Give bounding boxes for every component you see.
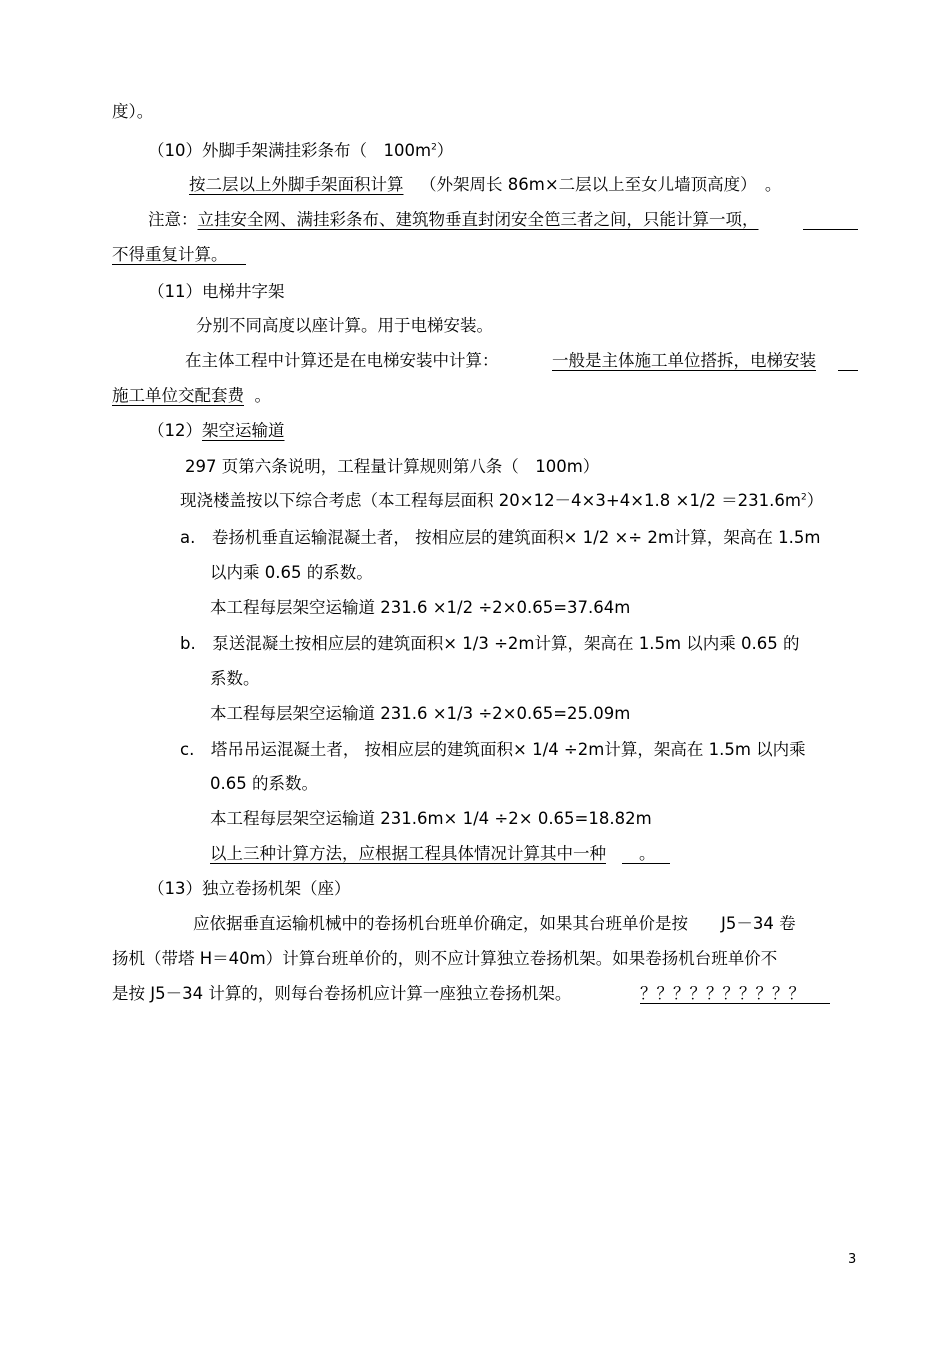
text: 以内乘 0.65 的系数。 <box>210 563 373 582</box>
text: 297 页第六条说明，工程量计算规则第八条（ 100m） <box>185 457 600 476</box>
text: ） <box>806 491 824 510</box>
text: ） <box>436 141 454 160</box>
text-line <box>552 350 816 372</box>
answer-underline <box>838 370 858 371</box>
underlined-answer: 以上三种计算方法，应根据工程具体情况计算其中一种 <box>210 844 606 863</box>
text-line <box>112 948 777 970</box>
list-item-c <box>180 739 806 761</box>
underlined-answer: 按二层以上外脚手架面积计算 <box>189 175 404 194</box>
section-heading-13 <box>148 878 351 900</box>
text: 应依据垂直运输机械中的卷扬机台班单价确定，如果其台班单价是按 J5－34 卷 <box>193 914 796 933</box>
text-line <box>210 668 260 690</box>
text-line <box>196 315 493 337</box>
text: （11）电梯井字架 <box>148 282 285 301</box>
text: 本工程每层架空运输道 231.6m× 1/4 ÷2× 0.65=18.82m <box>210 809 652 828</box>
note-line <box>148 209 759 231</box>
text: b. 泵送混凝土按相应层的建筑面积× 1/3 ÷2m计算，架高在 1.5m 以内乘 0.65 的 <box>180 634 800 653</box>
underlined-answer: ？？？？？？？？？？ <box>640 984 805 1003</box>
text-line <box>640 983 805 1005</box>
text: c. 塔吊吊运混凝土者， 按相应层的建筑面积× 1/4 ÷2m计算，架高在 1.5m 以内乘 <box>180 740 806 759</box>
text-line <box>210 773 318 795</box>
text: 本工程每层架空运输道 231.6 ×1/2 ÷2×0.65=37.64m <box>210 598 631 617</box>
answer-underline <box>226 264 246 265</box>
text-line <box>189 174 781 196</box>
text: 度）。 <box>112 102 154 121</box>
underlined-answer: 立挂安全网、满挂彩条布、建筑物垂直封闭安全笆三者之间，只能计算一项， <box>197 210 759 229</box>
text-line <box>185 350 499 372</box>
text: 。 <box>639 844 656 863</box>
answer-underline <box>803 229 858 230</box>
section-heading-11 <box>148 281 285 303</box>
text-line <box>185 456 599 478</box>
section-heading-10 <box>148 140 453 162</box>
note-label: 注意： <box>148 210 198 229</box>
text: 本工程每层架空运输道 231.6 ×1/3 ÷2×0.65=25.09m <box>210 704 631 723</box>
underlined-answer: 施工单位交配套费 <box>112 386 244 405</box>
text: 0.65 的系数。 <box>210 774 318 793</box>
text-line <box>210 562 373 584</box>
text-line <box>112 385 271 407</box>
answer-underline <box>622 863 670 864</box>
underlined-answer: 一般是主体施工单位搭拆，电梯安装 <box>552 351 816 370</box>
calculation-line <box>210 808 652 830</box>
text: 在主体工程中计算还是在电梯安装中计算： <box>185 351 499 370</box>
calculation-line <box>210 597 630 619</box>
text-line <box>180 490 823 512</box>
text-line <box>112 101 153 123</box>
text: 现浇楼盖按以下综合考虑（本工程每层面积 20×12－4×3+4×1.8 ×1/2 ＝231.6m <box>180 491 801 510</box>
text: （12） <box>148 421 202 440</box>
text: （10）外脚手架满挂彩条布（ 100m <box>148 141 432 160</box>
list-item-a <box>180 527 821 549</box>
text: 是按 J5－34 计算的，则每台卷扬机应计算一座独立卷扬机架。 <box>112 984 572 1003</box>
answer-underline <box>640 1003 830 1004</box>
section-heading-12 <box>148 420 285 442</box>
superscript: 2 <box>800 492 807 503</box>
text: 分别不同高度以座计算。用于电梯安装。 <box>196 316 493 335</box>
list-item-b <box>180 633 800 655</box>
text: 。 <box>254 386 271 405</box>
text-line <box>210 843 656 865</box>
calculation-line <box>210 703 630 725</box>
text: a. 卷扬机垂直运输混凝土者， 按相应层的建筑面积× 1/2 ×÷ 2m计算，架高在 1.5m <box>180 528 821 547</box>
text: （13）独立卷扬机架（座） <box>148 879 351 898</box>
page-number: 3 <box>848 1252 857 1267</box>
text-line <box>112 244 228 266</box>
text: （外架周长 86m×二层以上至女儿墙顶高度） 。 <box>420 175 782 194</box>
underlined-answer: 不得重复计算。 <box>112 245 228 264</box>
text: 扬机（带塔 H＝40m）计算台班单价的，则不应计算独立卷扬机架。如果卷扬机台班单价不 <box>112 949 778 968</box>
text: 系数。 <box>210 669 260 688</box>
superscript: 2 <box>431 142 437 153</box>
text-line <box>193 913 796 935</box>
text-line <box>112 983 571 1005</box>
underlined-answer: 架空运输道 <box>202 421 285 440</box>
